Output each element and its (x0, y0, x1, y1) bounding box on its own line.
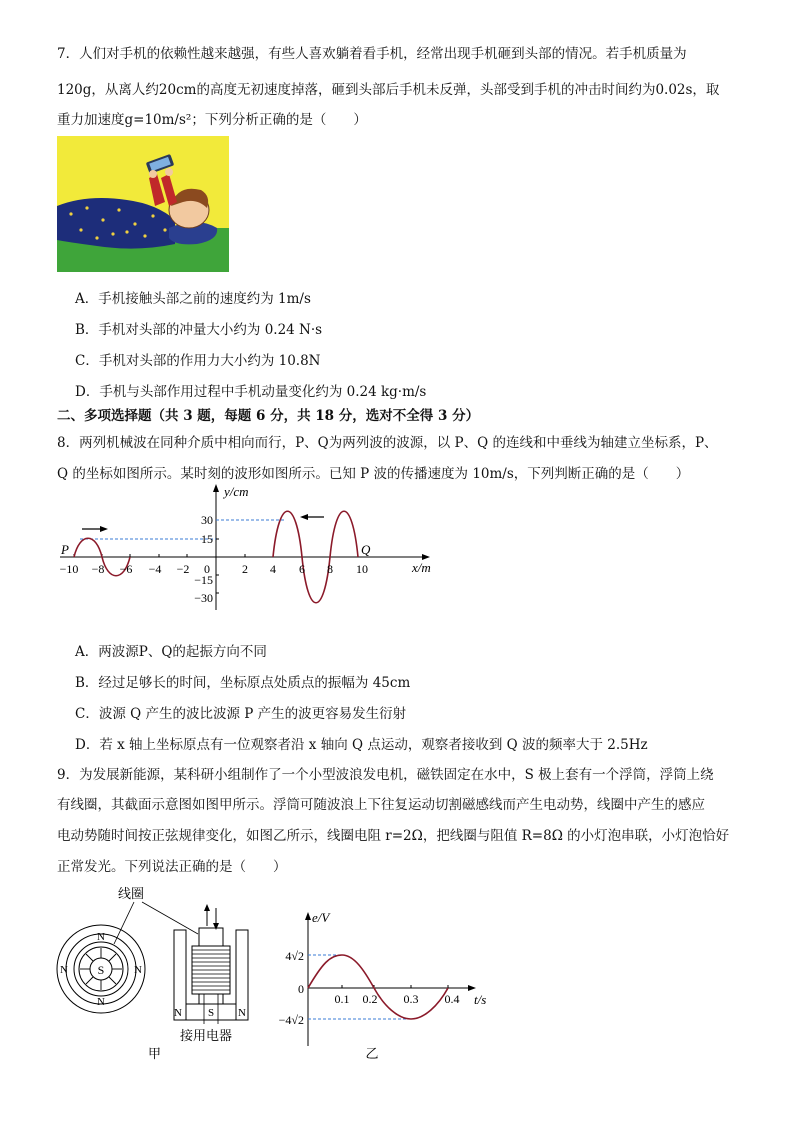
q8-option-b: B．经过足够长的时间，坐标原点处质点的振幅为 45cm (75, 675, 411, 691)
y-axis-label: y/cm (224, 484, 249, 499)
x-tick: 0.3 (403, 992, 419, 1006)
x-tick: 8 (327, 562, 333, 576)
q7-line-1: 7．人们对手机的依赖性越来越强，有些人喜欢躺着看手机，经常出现手机砸到头部的情况。若手机质量为 (57, 46, 687, 62)
n-label: N (97, 931, 105, 943)
q7-option-d: D．手机与头部作用过程中手机动量变化约为 0.24 kg·m/s (75, 384, 427, 400)
label-q: Q (361, 542, 371, 557)
x-tick: −8 (91, 562, 105, 576)
x-tick: 0 (204, 562, 210, 576)
neg-label: −4√2 (278, 1013, 304, 1027)
q8-option-c: C．波源 Q 产生的波比波源 P 产生的波更容易发生衍射 (75, 706, 407, 722)
coil-label: 线圈 (118, 886, 145, 901)
s-label: S (207, 1007, 215, 1019)
y-tick: −15 (194, 573, 213, 587)
zero-label: 0 (298, 982, 304, 996)
q7-option-b: B．手机对头部的冲量大小约为 0.24 N·s (75, 322, 323, 338)
q8-line-2: Q 的坐标如图所示。某时刻的波形如图所示。已知 P 波的传播速度为 10m/s，下列判断正确的是（ ） (57, 466, 690, 482)
q9-line-1: 9．为发展新能源，某科研小组制作了一个小型波浪发电机，磁铁固定在水中，S 极上套有一个浮筒，浮筒上绕 (57, 767, 714, 783)
x-tick: −10 (59, 562, 79, 576)
phone-illustration (57, 136, 229, 272)
label-p: P (61, 542, 69, 557)
q7-option-c: C．手机对头部的作用力大小约为 10.8N (75, 353, 321, 369)
x-axis-label: x/m (412, 560, 431, 575)
figure-jia (52, 884, 272, 1064)
q8-option-d: D．若 x 轴上坐标原点有一位观察者沿 x 轴向 Q 点运动，观察者接收到 Q 波的频率大于 2.5Hz (75, 737, 648, 753)
q9-line-2: 有线圈，其截面示意图如图甲所示。浮筒可随波浪上下往复运动切割磁感线而产生电动势，线圈中产生的感应 (57, 797, 705, 813)
device-label: 接用电器 (180, 1028, 233, 1043)
q7-line-2: 120g，从离人约20cm的高度无初速度掉落，砸到头部后手机未反弹，头部受到手机的冲击时间约为0.02s，取 (57, 82, 720, 98)
q9-line-4: 正常发光。下列说法正确的是（ ） (57, 859, 287, 875)
wave-graph (52, 482, 452, 614)
y-tick: 30 (201, 513, 213, 527)
x-tick: −4 (148, 562, 162, 576)
x-tick: −2 (176, 562, 190, 576)
q7-line-3: 重力加速度g=10m/s²；下列分析正确的是（ ） (57, 112, 367, 128)
x-tick: 4 (270, 562, 276, 576)
x-tick: −6 (119, 562, 133, 576)
x-tick: 0.1 (334, 992, 350, 1006)
n-label: N (97, 996, 105, 1008)
q7-option-a: A．手机接触头部之前的速度约为 1m/s (75, 291, 311, 307)
pos-label: 4√2 (285, 949, 304, 963)
n-label: N (238, 1007, 246, 1019)
y-axis-label: e/V (312, 910, 330, 925)
figure-yi (270, 908, 500, 1064)
x-tick: 10 (356, 562, 368, 576)
figure-yi-caption: 乙 (365, 1046, 379, 1061)
n-label: N (174, 1007, 182, 1019)
q8-option-a: A．两波源P、Q的起振方向不同 (75, 644, 267, 660)
y-tick: −30 (194, 591, 213, 605)
section-2-title: 二、多项选择题（共 3 题，每题 6 分，共 18 分，选对不全得 3 分） (57, 408, 480, 424)
x-tick: 0.2 (362, 992, 378, 1006)
y-tick: 15 (201, 532, 213, 546)
x-tick: 2 (242, 562, 248, 576)
n-label: N (60, 964, 68, 976)
figure-jia-caption: 甲 (148, 1046, 162, 1061)
q9-line-3: 电动势随时间按正弦规律变化，如图乙所示，线圈电阻 r=2Ω，把线圈与阻值 R=8Ω 的小灯泡串联，小灯泡恰好 (57, 828, 730, 844)
n-label: N (134, 964, 142, 976)
x-tick: 0.4 (444, 992, 460, 1006)
s-label: S (97, 963, 105, 977)
q8-line-1: 8．两列机械波在同种介质中相向而行，P、Q为两列波的波源，以 P、Q 的连线和中垂线为轴建立坐标系，P、 (57, 435, 718, 451)
x-tick: 6 (299, 562, 305, 576)
x-axis-label: t/s (474, 992, 487, 1007)
